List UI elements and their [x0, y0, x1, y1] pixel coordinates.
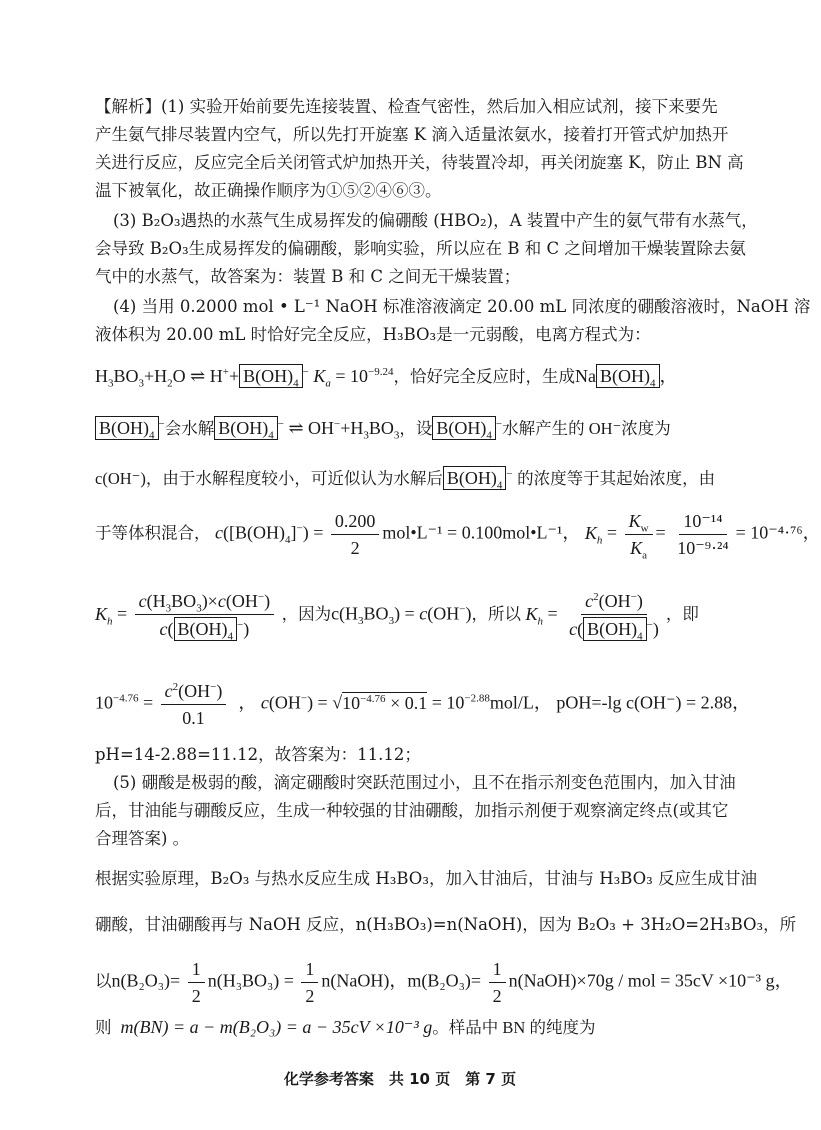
fraction: $\frac{c^2(OH^-)}{c( B(OH)_4^-)}$ [569, 591, 659, 643]
fraction: $\frac{1}{2}$ [489, 958, 506, 1007]
text-line: (3) B₂O₃遇热的水蒸气生成易挥发的偏硼酸 (HBO₂)，A 装置中产生的氨气带有水蒸气， [113, 211, 758, 230]
text-line: 关进行反应，反应完全后关闭管式炉加热开关，待装置冷却，再关闭旋塞 K，防止 BN 高 [95, 153, 744, 172]
equation-kh: $K_h$ = $\frac{c(H_3BO_3)\times c(OH^-)}{c( B(OH)_4^-)}$ ，因为$c(H_3BO_3) = c(OH^-)$，所以 $K_h$ = $\frac{c^2(OH^-)}{c( B(OH)_4^-)}$ ，即 [95, 591, 699, 643]
text-line: 气中的水蒸气，故答案为：装置 B 和 C 之间无干燥装置； [95, 267, 521, 286]
fraction: $\frac{\text{10⁻¹⁴}}{\text{10⁻⁹·²⁴}}$ [677, 511, 729, 558]
text-line: pH=14-2.88=11.12，故答案为：11.12； [95, 745, 421, 764]
fraction: $\frac{1}{2}$ [301, 958, 318, 1007]
text-line: 温下被氧化，故正确操作顺序为①⑤②④⑥③。 [95, 181, 442, 200]
equation-mass: 以n(B₂O₃)= $\frac{1}{2}$ n(H₃BO₃) = $\frac{1}{2}$ n(NaOH)，m(B₂O₃)= $\frac{1}{2}$ n(NaOH)×70g / mol = 35cV ×10⁻³ g， [95, 959, 793, 1006]
equation-bn: 则 m(BN) = a − m(B₂O₃) = a − 35cV ×10⁻³ g。样品中 BN 的纯度为 [95, 1017, 596, 1037]
text-line: (5) 硼酸是极弱的酸，滴定硼酸时突跃范围过小，且不在指示剂变色范围内，加入甘油 [113, 773, 736, 792]
text-line: 后，甘油能与硼酸反应，生成一种较强的甘油硼酸，加指示剂便于观察滴定终点(或其它 [95, 801, 729, 820]
equation-hydrolysis: $B(OH)_4^-$会水解 $B(OH)_4^-$ ⇌ $OH^-+H_3BO_3$，设 $B(OH)_4^-$水解产生的 OH⁻浓度为 [95, 416, 671, 440]
equation-poh: $10^{-4.76}$ = $\frac{c^2(OH^-)}{0.1}$ ， $c(OH^-) = √10^{-4.76} \times 0.1 = 10^{-2.88}mol/L$， pOH=-lg c(OH⁻) = 2.88， [95, 681, 751, 728]
fraction: $\frac{c^2(OH^-)}{0.1}$ [161, 680, 227, 729]
text-line: 合理答案) 。 [95, 829, 190, 848]
fraction: $\frac{1}{2}$ [188, 958, 205, 1007]
text-line: 液体积为 20.00 mL 时恰好完全反应，H₃BO₃是一元弱酸，电离方程式为： [95, 325, 651, 344]
text-line: (4) 当用 0.2000 mol • L⁻¹ NaOH 标准溶液滴定 20.00 mL 同浓度的硼酸溶液时，NaOH 溶 [113, 297, 811, 316]
equation-concentration: 于等体积混合， $c([B(OH)_4]^-)$ = $\frac{0.200}{2}$ mol•L⁻¹ = 0.100mol•L⁻¹， $K_h$ = $\frac{K_w}{K_a}$ = $\frac{\text{10⁻¹⁴}}{\text{10⁻⁹·²⁴}}$ = 10⁻⁴·⁷⁶， [95, 511, 821, 562]
text-line: 根据实验原理，B₂O₃ 与热水反应生成 H₃BO₃，加入甘油后，甘油与 H₃BO₃ 反应生成甘油 [95, 869, 758, 888]
text-line: 会导致 B₂O₃生成易挥发的偏硼酸，影响实验，所以应在 B 和 C 之间增加干燥装置除去氨 [95, 239, 746, 258]
fraction: $\frac{c(H_3BO_3)\times c(OH^-)}{c( B(OH)_4^-)}$ [135, 590, 274, 641]
fraction: $\frac{K_w}{K_a}$ [625, 510, 653, 559]
page-footer: 化学参考答案 共 10 页 第 7 页 [283, 1070, 517, 1088]
text-line: 硼酸，甘油硼酸再与 NaOH 反应，n(H₃BO₃)=n(NaOH)，因为 B₂O₃ + 3H₂O=2H₃BO₃，所 [95, 915, 797, 934]
text-line: 产生氨气排尽装置内空气，所以先打开旋塞 K 滴入适量浓氨水，接着打开管式炉加热开 [95, 125, 729, 144]
analysis-label: 【解析】 [95, 97, 161, 116]
text-line: c(OH⁻)，由于水解程度较小，可近似认为水解后 $B(OH)_4^-$ 的浓度等于其起始浓度，由 [95, 468, 716, 492]
equation-ionization: $H_3BO_3+H_2O$ ⇌ $H^++ B(OH)_4^-$ $K_a = 10^{-9.24}$，恰好完全反应时，生成Na $B(OH)_4$ ， [95, 366, 678, 390]
analysis-line: 【解析】(1) 实验开始前要先连接装置、检查气密性，然后加入相应试剂，接下来要先 [95, 97, 718, 116]
fraction: $\frac{0.200}{2}$ [331, 510, 380, 559]
